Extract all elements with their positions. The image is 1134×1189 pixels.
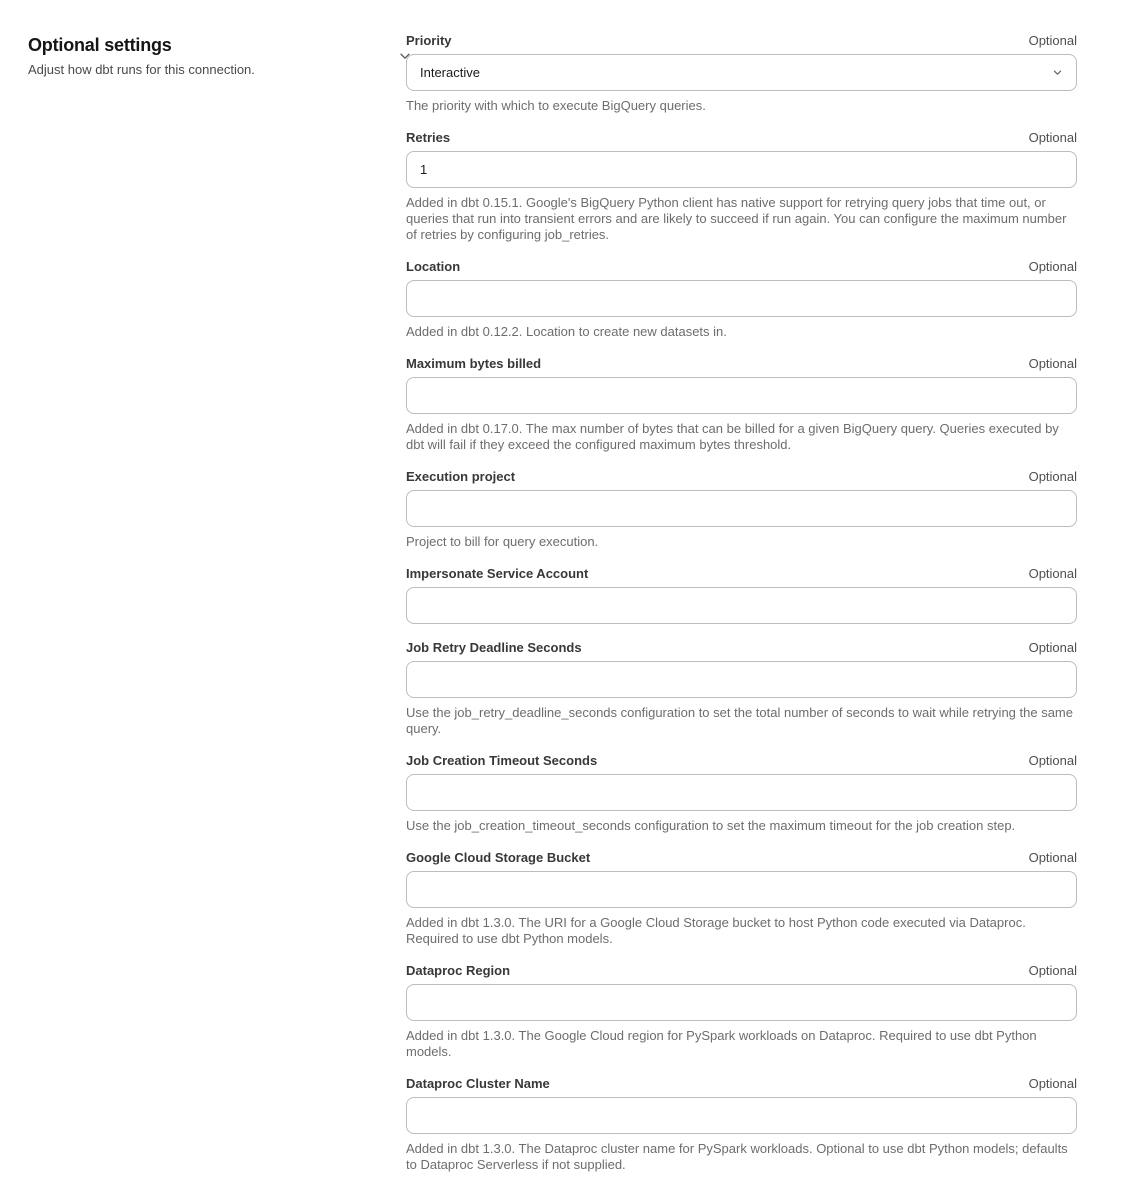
- optional-badge: Optional: [1028, 753, 1077, 768]
- field-header: [406, 356, 1077, 372]
- field-helper: Added in dbt 0.12.2. Location to create new datasets in.: [406, 324, 727, 339]
- optional-badge: Optional: [1028, 850, 1077, 865]
- form-field: [406, 130, 1077, 243]
- optional-badge: Optional: [1028, 1076, 1077, 1091]
- select-value: Interactive: [420, 65, 480, 80]
- form-field: [406, 259, 1077, 340]
- optional-badge: Optional: [1028, 130, 1077, 145]
- field-input[interactable]: [406, 871, 1077, 908]
- field-helper: Added in dbt 1.3.0. The Dataproc cluster name for PySpark workloads. Optional to use dbt Python models; defaults to Dataproc Serverless if not supplied.: [406, 1141, 1068, 1172]
- settings-form: [406, 33, 1077, 1189]
- optional-badge: Optional: [1028, 356, 1077, 371]
- field-label: Dataproc Region: [406, 963, 511, 978]
- field-label: Dataproc Cluster Name: [406, 1076, 550, 1091]
- form-field: [406, 1076, 1077, 1173]
- field-input[interactable]: [406, 774, 1077, 811]
- chevron-down-icon: [398, 49, 412, 63]
- field-header: [406, 640, 1077, 656]
- section-collapse-button[interactable]: [397, 48, 413, 64]
- field-header: [406, 259, 1077, 275]
- optional-badge: Optional: [1028, 259, 1077, 274]
- field-helper: Added in dbt 0.17.0. The max number of bytes that can be billed for a given BigQuery query. Queries executed by dbt will fail if they exceed the configured maximum bytes threshold.: [406, 421, 1059, 452]
- field-helper: Added in dbt 0.15.1. Google's BigQuery Python client has native support for retrying query jobs that time out, or queries that run into transient errors and are likely to succeed if run again. You can configure the maximum number of retries by configuring job_retries.: [406, 195, 1067, 242]
- chevron-down-icon: [1052, 67, 1063, 78]
- field-label: Priority: [406, 33, 452, 48]
- field-input[interactable]: [406, 1097, 1077, 1134]
- field-input[interactable]: [406, 661, 1077, 698]
- field-helper: Project to bill for query execution.: [406, 534, 599, 549]
- form-field: [406, 850, 1077, 947]
- field-label: Maximum bytes billed: [406, 356, 542, 371]
- form-field: [406, 356, 1077, 453]
- optional-badge: Optional: [1028, 33, 1077, 48]
- section-subtitle: Adjust how dbt runs for this connection.: [28, 62, 255, 77]
- field-label: Job Creation Timeout Seconds: [406, 753, 598, 768]
- optional-badge: Optional: [1028, 566, 1077, 581]
- field-header: [406, 753, 1077, 769]
- form-field: [406, 469, 1077, 550]
- field-input[interactable]: [406, 984, 1077, 1021]
- field-label: Execution project: [406, 469, 516, 484]
- optional-badge: Optional: [1028, 469, 1077, 484]
- field-helper: Use the job_retry_deadline_seconds configuration to set the total number of seconds to wait while retrying the same query.: [406, 705, 1073, 736]
- field-select[interactable]: [406, 54, 1077, 91]
- form-field: [406, 753, 1077, 834]
- field-label: Google Cloud Storage Bucket: [406, 850, 591, 865]
- field-header: [406, 33, 1077, 49]
- field-helper: Added in dbt 1.3.0. The URI for a Google Cloud Storage bucket to host Python code executed via Dataproc. Required to use dbt Python models.: [406, 915, 1026, 946]
- section-title: Optional settings: [28, 35, 172, 55]
- field-input[interactable]: [406, 280, 1077, 317]
- field-header: [406, 1076, 1077, 1092]
- field-header: [406, 130, 1077, 146]
- field-input[interactable]: [406, 587, 1077, 624]
- field-header: [406, 850, 1077, 866]
- field-label: Job Retry Deadline Seconds: [406, 640, 582, 655]
- field-helper: The priority with which to execute BigQuery queries.: [406, 98, 706, 113]
- field-label: Retries: [406, 130, 451, 145]
- optional-badge: Optional: [1028, 963, 1077, 978]
- form-field: [406, 33, 1077, 114]
- field-input[interactable]: [406, 151, 1077, 188]
- field-label: Impersonate Service Account: [406, 566, 589, 581]
- form-field: [406, 640, 1077, 737]
- field-input[interactable]: [406, 377, 1077, 414]
- field-header: [406, 469, 1077, 485]
- field-header: [406, 566, 1077, 582]
- field-header: [406, 963, 1077, 979]
- section-header: [0, 33, 406, 78]
- field-input[interactable]: [406, 490, 1077, 527]
- form-field: [406, 566, 1077, 624]
- field-helper: Use the job_creation_timeout_seconds configuration to set the maximum timeout for the job creation step.: [406, 818, 1016, 833]
- form-field: [406, 963, 1077, 1060]
- field-helper: Added in dbt 1.3.0. The Google Cloud region for PySpark workloads on Dataproc. Required to use dbt Python models.: [406, 1028, 1037, 1059]
- field-label: Location: [406, 259, 461, 274]
- optional-badge: Optional: [1028, 640, 1077, 655]
